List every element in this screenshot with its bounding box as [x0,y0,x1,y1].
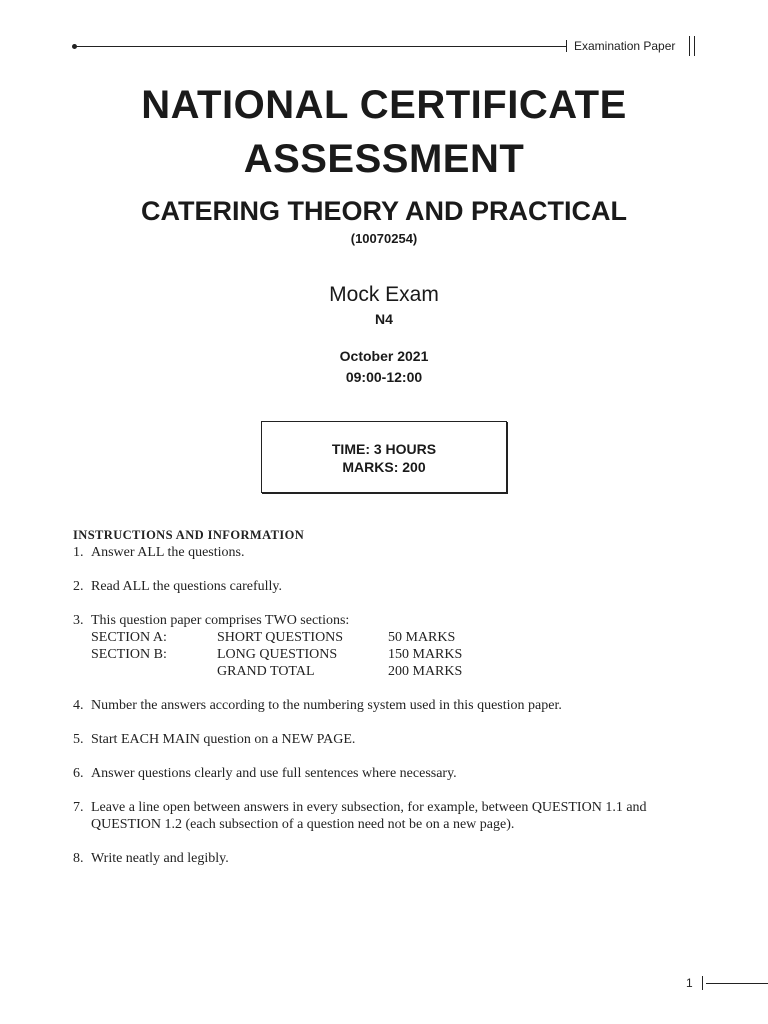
list-item [73,544,713,561]
page-title [0,78,768,186]
page-number: 1 [686,976,693,990]
exam-level: N4 [375,311,393,327]
exam-date: October 2021 [339,348,429,364]
item-number: 6. [73,766,84,781]
list-item [73,850,713,867]
item-text: Leave a line open between answers in every subsection, for example, between QUESTION 1.1 and QUESTION 1.2 (each subsection of a question need not be on a new page). [91,800,647,832]
section-marks: 50 MARKS [388,630,456,645]
title-line-2: ASSESSMENT [243,137,525,181]
marks-label: MARKS: 200 [342,459,426,475]
list-item [73,799,691,833]
item-text: This question paper comprises TWO sections: [91,613,350,628]
item-text: Start EACH MAIN question on a NEW PAGE. [91,732,356,747]
subject-title: CATERING THEORY AND PRACTICAL [141,196,627,226]
time-marks-box [261,421,507,493]
instructions-section [73,528,713,867]
section-marks: 150 MARKS [388,647,463,662]
header-divider [689,36,690,56]
footer-divider [702,976,703,990]
item-text: Answer questions clearly and use full sentences where necessary. [91,766,457,781]
item-number: 5. [73,732,84,747]
section-name: GRAND TOTAL [217,664,315,679]
header-rule [74,46,566,47]
section-row [91,646,713,663]
item-text: Answer ALL the questions. [91,545,245,560]
header-divider [694,36,695,56]
subject-code: (10070254) [350,231,418,246]
section-label: SECTION B: [91,647,167,662]
item-text: Write neatly and legibly. [91,851,229,866]
section-row [91,663,713,680]
item-number: 1. [73,545,84,560]
list-item [73,697,713,714]
section-name: LONG QUESTIONS [217,647,338,662]
section-row [91,629,713,646]
item-number: 2. [73,579,84,594]
item-number: 3. [73,613,84,628]
instructions-heading: INSTRUCTIONS AND INFORMATION [73,528,305,542]
item-number: 7. [73,800,84,815]
list-item [73,612,713,680]
header-divider [566,40,567,52]
item-number: 8. [73,851,84,866]
item-text: Read ALL the questions carefully. [91,579,283,594]
time-label: TIME: 3 HOURS [331,441,437,457]
footer-rule [706,983,768,984]
section-name: SHORT QUESTIONS [217,630,344,645]
exam-type: Mock Exam [329,283,439,306]
item-text: Number the answers according to the numbering system used in this question paper. [91,698,562,713]
title-line-1: NATIONAL CERTIFICATE [141,83,627,127]
list-item [73,765,713,782]
header-tag: Examination Paper [574,39,676,53]
item-number: 4. [73,698,84,713]
exam-time: 09:00-12:00 [345,369,423,385]
section-marks: 200 MARKS [388,664,463,679]
list-item [73,731,713,748]
section-label: SECTION A: [91,630,167,645]
list-item [73,578,713,595]
